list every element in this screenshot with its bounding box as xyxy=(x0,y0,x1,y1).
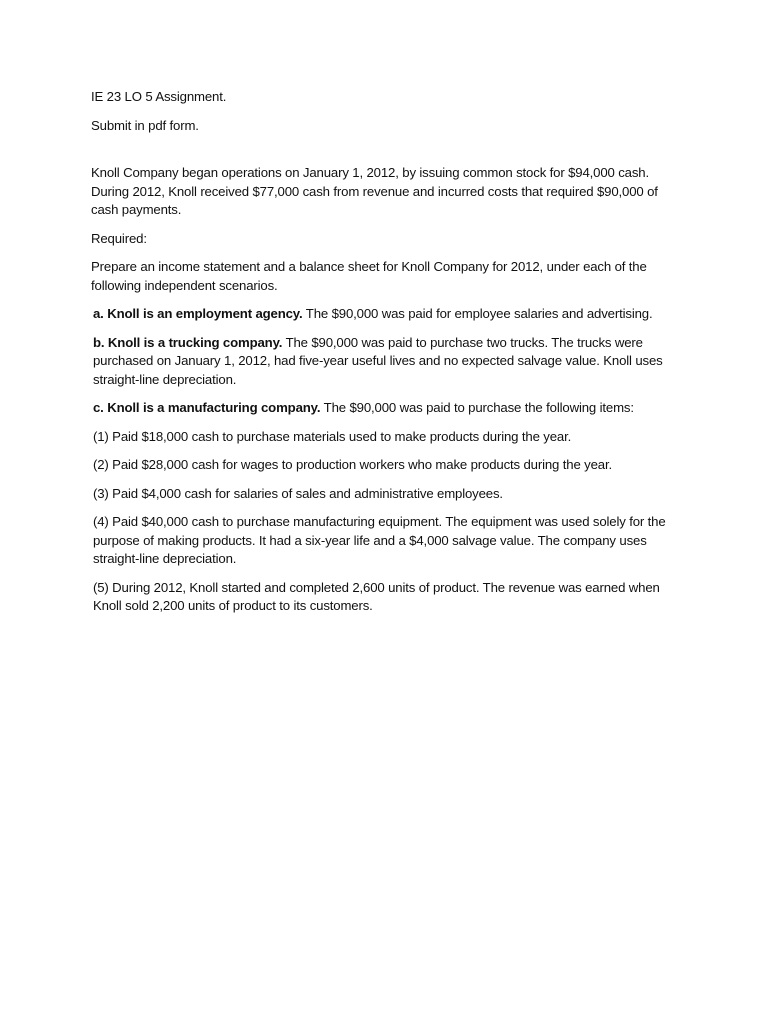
scenario-a xyxy=(91,305,686,324)
scenario-a-lead: a. Knoll is an employment agency. xyxy=(93,306,303,321)
item-3: (3) Paid $4,000 cash for salaries of sales and administrative employees. xyxy=(93,485,503,501)
scenario-c-text: The $90,000 was paid to purchase the following items: xyxy=(320,400,634,415)
item-4: (4) Paid $40,000 cash to purchase manufacturing equipment. The equipment was used solely for the purpose of making products. It had a six-year life and a $4,000 salvage value. The company uses straight-line depreciation. xyxy=(93,514,666,566)
scenario-a-text: The $90,000 was paid for employee salaries and advertising. xyxy=(302,306,653,321)
scenario-b-text: The $90,000 was paid to purchase two trucks. The trucks were purchased on January 1, 2012, had five-year useful lives and no expected salvage value. Knoll uses straight-line depreciation. xyxy=(93,334,663,387)
document-title: IE 23 LO 5 Assignment. xyxy=(91,89,227,104)
required-label: Required: xyxy=(91,230,147,246)
scenario-b-lead: b. Knoll is a trucking company. xyxy=(93,334,283,350)
scenario-c-lead: c. Knoll is a manufacturing company. xyxy=(93,400,321,415)
instructions-paragraph: Prepare an income statement and a balance sheet for Knoll Company for 2012, under each of the following independent scenarios. xyxy=(91,259,647,293)
item-5: (5) During 2012, Knoll started and completed 2,600 units of product. The revenue was earned when Knoll sold 2,200 units of product to its customers. xyxy=(93,579,660,613)
document-body xyxy=(91,88,686,626)
item-1: (1) Paid $18,000 cash to purchase materials used to make products during the year. xyxy=(93,428,572,444)
scenario-b xyxy=(91,334,686,390)
item-2: (2) Paid $28,000 cash for wages to production workers who make products during the year. xyxy=(93,457,612,472)
intro-paragraph: Knoll Company began operations on January 1, 2012, by issuing common stock for $94,000 cash. During 2012, Knoll received $77,000 cash from revenue and incurred costs that required $90,000 of cash payments. xyxy=(91,165,658,217)
scenario-c xyxy=(91,399,686,418)
submit-note: Submit in pdf form. xyxy=(91,117,199,133)
